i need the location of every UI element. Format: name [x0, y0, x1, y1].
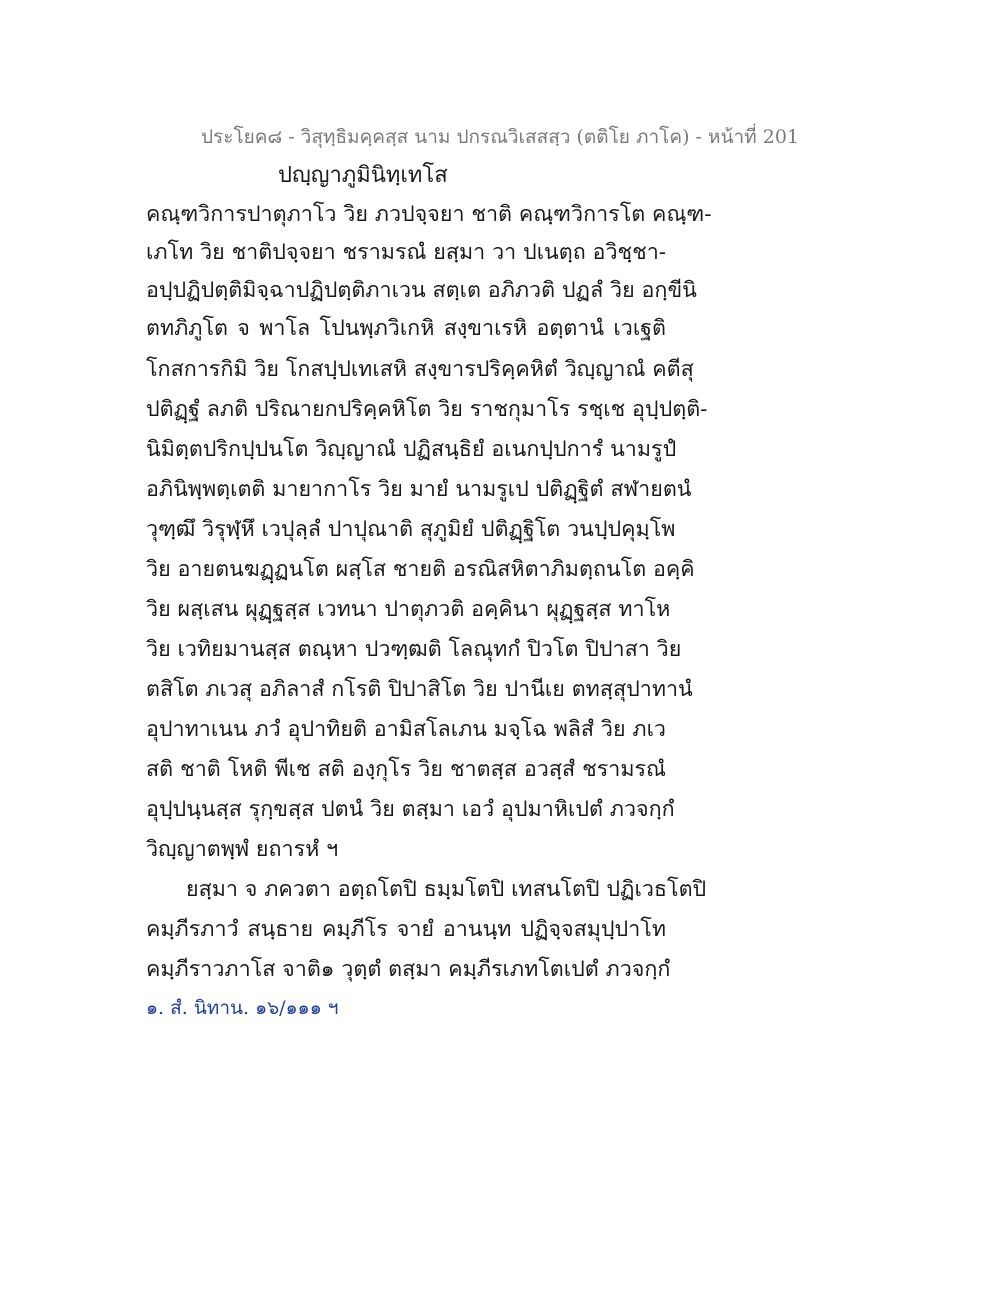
- text-line: เภโท วิย ชาติปจฺจยา ชรามรณํ ยสฺมา วา ปเนตฺถ อวิชฺชา-: [146, 240, 667, 265]
- section-heading: ปญฺญาภูมินิทฺเทโส: [278, 163, 448, 188]
- text-line: วิย อายตนฆฏฺฏนโต ผสฺโส ชายติ อรณิสหิตาภิมตฺถนโต อคฺคิ: [146, 557, 695, 582]
- text-line: นิมิตฺตปริกปฺปนโต วิญฺญาณํ ปฏิสนฺธิยํ อเนกปฺปการํ นามรูปํ: [146, 437, 677, 462]
- text-line: ตสิโต ภเวสุ อภิลาสํ กโรติ ปิปาสิโต วิย ปานีเย ตทสฺสุปาทานํ: [146, 677, 693, 702]
- text-line: วิย เวทิยมานสฺส ตณฺหา ปวฑฺฒติ โลณุทกํ ปิวโต ปิปาสา วิย: [146, 637, 682, 662]
- footnote: ๑. สํ. นิทาน. ๑๖/๑๑๑ ฯ: [146, 997, 339, 1019]
- text-line: คมฺภีราวภาโส จาติ๑ วุตฺตํ ตสฺมา คมฺภีรเภทโตเปตํ ภวจกฺกํ: [146, 957, 671, 982]
- text-line: สติ ชาติ โหติ พีเช สติ องฺกุโร วิย ชาตสฺส อวสฺสํ ชรามรณํ: [146, 757, 666, 782]
- running-header: ประโยค๘ - วิสุทฺธิมคฺคสฺส นาม ปกรณวิเสสสฺว (ตติโย ภาโค) - หน้าที่ 201: [200, 126, 800, 148]
- text-line: ตทภิภูโต จ พาโล โปนพฺภวิเกหิ สงฺขาเรหิ อตฺตานํ เวเฐติ: [146, 316, 666, 341]
- text-line: ยสฺมา จ ภควตา อตฺถโตปิ ธมฺมโตปิ เทสนโตปิ ปฏิเวธโตปิ: [186, 877, 707, 902]
- text-line: คณฺฑวิการปาตุภาโว วิย ภวปจฺจยา ชาติ คณฺฑวิการโต คณฺฑ-: [146, 202, 712, 227]
- text-line: คมฺภีรภาวํ สนฺธาย คมฺภีโร จายํ อานนฺท ปฏิจฺจสมุปฺปาโท: [146, 917, 666, 942]
- text-line: วิญฺญาตพฺพํ ยถารหํ ฯ: [146, 837, 339, 862]
- text-line: ปติฏฺฐํ ลภติ ปริณายกปริคฺคหิโต วิย ราชกุมาโร รชฺเช อุปฺปตฺติ-: [146, 397, 708, 422]
- text-line: อุปาทาเนน ภวํ อุปาทิยติ อามิสโลเภน มจฺโฉ พลิสํ วิย ภเว: [146, 717, 666, 742]
- text-line: วุฑฺฒึ วิรุฬฺหึ เวปุลฺลํ ปาปุณาติ สุภูมิยํ ปติฏฺฐิโต วนปฺปคุมฺโพ: [146, 517, 676, 542]
- text-line: อุปฺปนฺนสฺส รุกฺขสฺส ปตนํ วิย ตสฺมา เอวํ อุปมาหิเปตํ ภวจกฺกํ: [146, 797, 675, 822]
- text-line: วิย ผสฺเสน ผุฏฺฐสฺส เวทนา ปาตุภวติ อคฺคินา ผุฏฺฐสฺส ทาโห: [146, 597, 671, 622]
- text-line: อปฺปฏิปตฺติมิจฺฉาปฏิปตฺติภาเวน สตฺเต อภิภวติ ปฏลํ วิย อกฺขีนิ: [146, 278, 697, 303]
- text-line: โกสการกิมิ วิย โกสปฺปเทเสหิ สงฺขารปริคฺคหิตํ วิญฺญาณํ คตีสุ: [146, 357, 694, 382]
- text-line: อภินิพฺพตฺเตติ มายากาโร วิย มายํ นามรูเป ปติฏฺฐิตํ สฬายตนํ: [146, 477, 692, 502]
